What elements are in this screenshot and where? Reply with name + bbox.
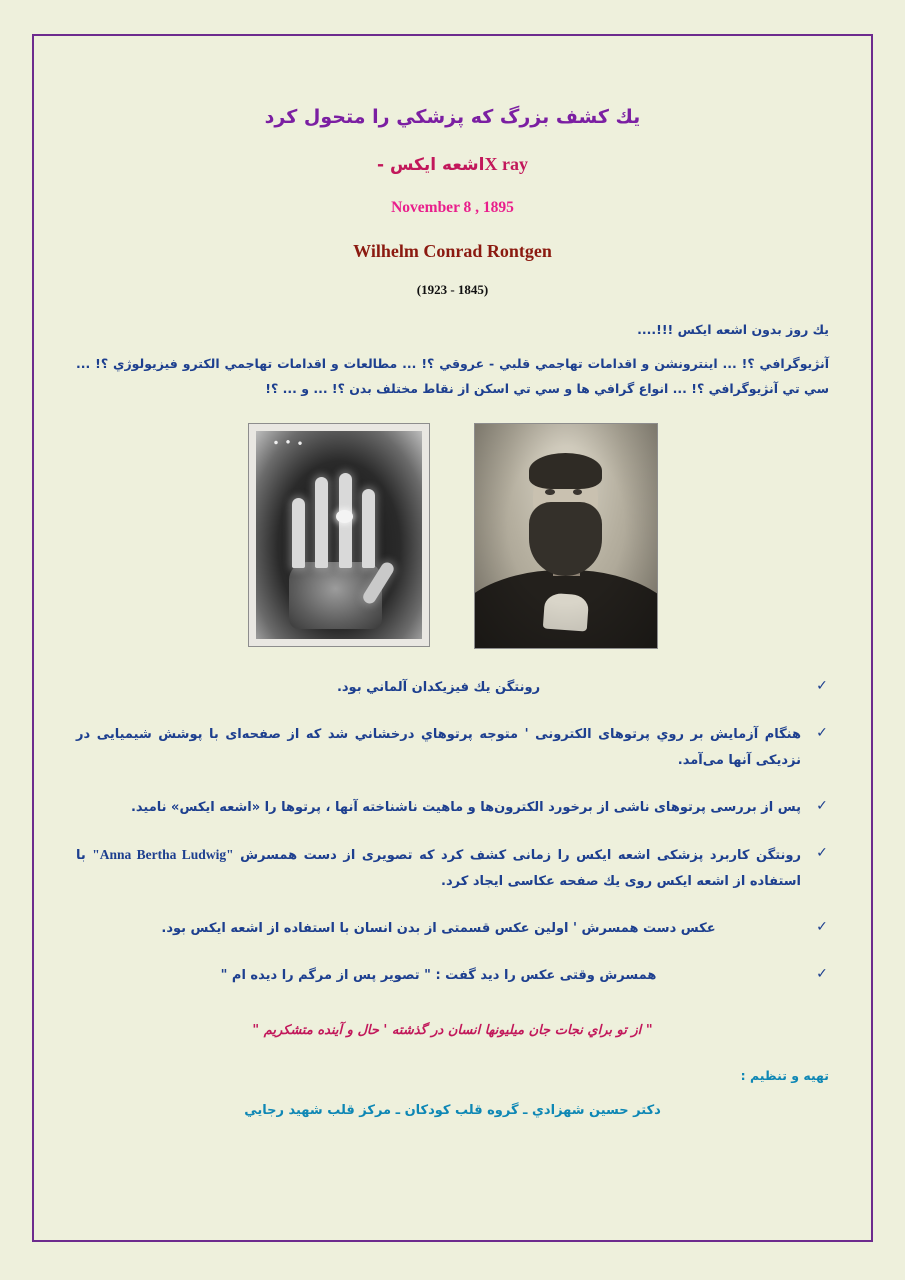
portrait-vignette <box>475 424 657 648</box>
check-icon: ✓ <box>816 725 828 742</box>
list-item <box>76 675 829 700</box>
list-item-text: رونتگن يك فيزيكدان آلماني بود. <box>336 680 541 695</box>
document-content <box>30 34 875 1118</box>
check-icon: ✓ <box>816 678 828 694</box>
list-item-text: هنگام آزمايش بر روي پرتوهاى الكترونى ' متوجه پرتوهاي درخشاني شد كه از صفحه‌اى با پوشش شيميايى در نزديكى آنها مى‌آمد. <box>76 727 801 768</box>
list-item <box>76 795 829 820</box>
subtitle-latin: X ray <box>484 154 528 174</box>
list-item-text: همسرش وقتى عكس را ديد گفت : " تصوير پس از مرگم را ديده ام " <box>220 968 657 984</box>
list-item <box>76 916 829 941</box>
list-item <box>76 722 829 773</box>
intro-line-1: يك روز بدون اشعه ايكس !!!.... <box>637 322 829 337</box>
list-item-text-before: رونتگن كاربرد پزشكى اشعه ايكس را زمانى كشف كرد كه تصويرى از دست همسرش <box>233 848 801 864</box>
credits-author: دكتر حسين شهزادي ـ گروه قلب كودكان ـ مركز قلب شهيد رجايي <box>244 1102 661 1118</box>
bullet-list <box>76 675 829 989</box>
check-icon: ✓ <box>816 966 828 983</box>
subtitle <box>76 154 829 175</box>
xray-finger-1 <box>292 498 305 569</box>
check-icon: ✓ <box>816 845 828 862</box>
list-item-text <box>76 842 801 894</box>
page-title: يك كشف بزرگ كه پزشكي را متحول كرد <box>264 106 641 128</box>
person-years: (1845 - 1923) <box>416 282 489 297</box>
image-row <box>76 423 829 649</box>
list-item-text: پس از بررسى پرتوهاى ناشى از برخورد الكترون‌ها و ماهيت ناشناخته آنها ، پرتوها را «اشعه ايكس» ناميد. <box>130 800 801 816</box>
rontgen-portrait-image <box>474 423 658 649</box>
list-item-text-after: با استفاده از اشعه ايكس روى يك صفحه عكاسى ايجاد كرد. <box>76 848 801 889</box>
first-xray-hand-image <box>248 423 430 647</box>
xray-marks <box>272 439 312 445</box>
xray-wedding-ring <box>336 510 353 523</box>
check-icon: ✓ <box>816 798 828 815</box>
list-item <box>76 963 829 988</box>
credits-label: تهيه و تنظيم : <box>740 1067 829 1083</box>
subtitle-farsi: اشعه ايكس - <box>377 155 485 175</box>
xray-plate <box>256 431 422 639</box>
check-icon: ✓ <box>816 919 828 936</box>
discovery-date: November 8 , 1895 <box>391 199 514 216</box>
list-item <box>76 842 829 894</box>
list-item-text: عكس دست همسرش ' اولين عكس قسمتى از بدن انسان با استفاده از اشعه ايكس بود. <box>161 921 716 937</box>
intro-line-2: آنژيوگرافي ؟! ... اينترونشن و اقدامات تهاجمي قلبي - عروقي ؟! ... مطالعات و اقدامات تهاجمي الكترو فيزيولوژي ؟! ... سي تي آنژيوگرافي ؟! ... انواع گرافي ها و سي تي اسكن از نقاط مختلف بدن ؟! ... و ... ؟! <box>76 356 829 396</box>
wife-name-latin: "Anna Bertha Ludwig" <box>92 847 234 863</box>
xray-finger-4 <box>362 489 375 568</box>
closing-quote: " از تو براي نجات جان ميليونها انسان در گذشته ' حال و آينده متشكريم " <box>252 1022 653 1038</box>
person-name: Wilhelm Conrad Rontgen <box>353 241 552 261</box>
xray-finger-2 <box>315 477 328 569</box>
